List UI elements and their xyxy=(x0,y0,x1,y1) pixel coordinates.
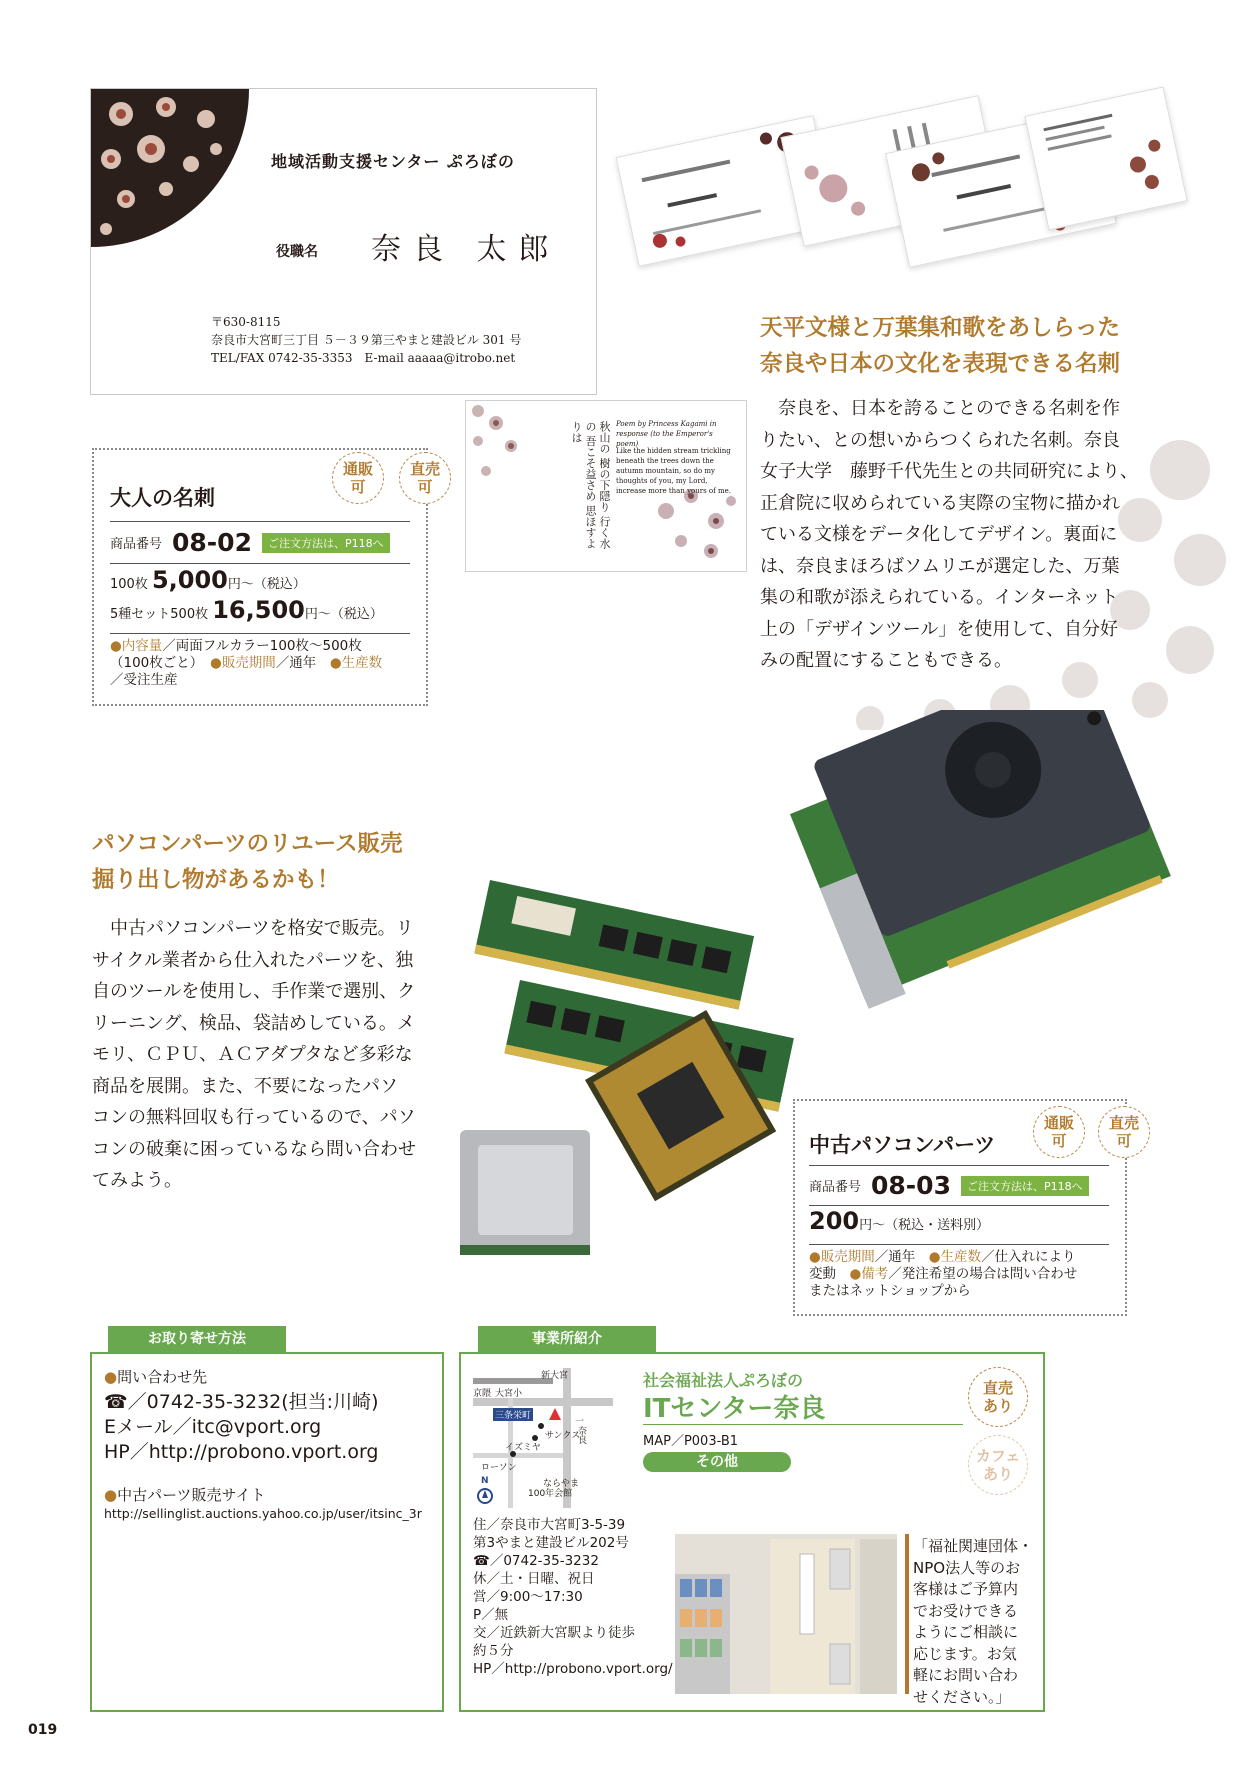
badge-cafe xyxy=(968,1435,1028,1495)
message-line: せください。」 xyxy=(913,1687,1011,1706)
spec-value: （100枚ごと） xyxy=(110,655,197,671)
badge-mail-order xyxy=(332,452,384,504)
map-label: 三条栄町 xyxy=(493,1408,533,1421)
detail-line: 住／奈良市大宮町3-5-39 xyxy=(473,1517,626,1533)
office-intro-box xyxy=(459,1352,1045,1712)
price-row xyxy=(809,1207,989,1235)
product-number: 08-02 xyxy=(172,528,252,557)
detail-line: ☎／0742-35-3232 xyxy=(473,1553,599,1569)
badge-direct-sale xyxy=(1098,1106,1150,1158)
spec-value: またはネットショップから xyxy=(809,1283,971,1299)
spec-key: 内容量 xyxy=(121,638,163,654)
body-line: モリ、ＣＰＵ、ＡＣアダプタなど多彩な xyxy=(92,1044,413,1065)
spec-key: 販売期間 xyxy=(820,1249,875,1265)
spec-key: 販売期間 xyxy=(221,655,276,671)
product-number-label: 商品番号 xyxy=(110,537,163,552)
card-contact: TEL/FAX 0742-35-3353 E-mail aaaaa@itrobo.net xyxy=(211,351,516,365)
spec-value: ／両面フルカラー100枚〜500枚 xyxy=(162,638,362,654)
detail-line: 営／9:00〜17:30 xyxy=(473,1589,583,1605)
badge-line: あり xyxy=(982,1465,1013,1483)
contact-heading: ●問い合わせ先 xyxy=(104,1368,208,1386)
price-value: 16,500 xyxy=(212,596,305,624)
badge-line: カフェ xyxy=(975,1447,1021,1465)
divider xyxy=(809,1165,1109,1166)
office-org-small: 社会福祉法人ぷろぼの xyxy=(643,1371,804,1390)
heading-line: パソコンパーツのリユース販売 xyxy=(92,831,403,857)
shop-site-heading-text: 中古パーツ販売サイト xyxy=(117,1486,266,1504)
body-line: 自のツールを使用し、手作業で選別、ク xyxy=(92,981,416,1002)
badge-line: 可 xyxy=(1051,1132,1067,1150)
divider xyxy=(110,521,410,522)
body-line: てみよう。 xyxy=(92,1170,182,1191)
card-organization: 地域活動支援センター ぷろぼの xyxy=(271,152,515,171)
card-postal: 〒630-8115 xyxy=(211,315,281,329)
card-street: 奈良市大宮町三丁目 ５－３９第三やまと建設ビル 301 号 xyxy=(211,333,522,347)
category-badge: その他 xyxy=(643,1452,791,1472)
badge-line: 可 xyxy=(1116,1132,1132,1150)
map-label: N xyxy=(481,1476,489,1486)
card-role: 役職名 xyxy=(276,244,318,260)
map-reference: MAP／P003-B1 xyxy=(643,1434,739,1449)
body-line: は、奈良まほろばソムリエが選定した、万葉 xyxy=(760,555,1120,577)
order-method-tab: お取り寄せ方法 xyxy=(108,1326,286,1353)
product-number-label: 商品番号 xyxy=(809,1180,862,1195)
order-info-link[interactable]: ご注文方法は、P118へ xyxy=(961,1176,1089,1196)
badge-line: あり xyxy=(982,1397,1013,1415)
shop-site-url[interactable]: http://sellinglist.auctions.yahoo.co.jp/user/itsinc_3r xyxy=(104,1506,422,1521)
poem-english-title: Poem by Princess Kagami in response (to the Emperor's poem) xyxy=(616,420,717,448)
product-number-row xyxy=(110,528,390,557)
price-row-1 xyxy=(110,566,306,594)
body-line: コンの破棄に困っているなら問い合わせ xyxy=(92,1138,416,1160)
message-line: NPO法人等のお xyxy=(913,1558,1021,1577)
price-value: 200 xyxy=(809,1207,860,1235)
price-suffix: 円〜（税込・送料別） xyxy=(859,1218,990,1233)
spec-value: 変動 xyxy=(809,1266,836,1282)
product-spec: ●内容量／両面フルカラー100枚〜500枚 （100枚ごと） ●販売期間／通年 ●生産数 ／受注生産 xyxy=(110,638,383,688)
detail-line[interactable]: HP／http://probono.vport.org/ xyxy=(473,1661,673,1677)
map-label: 100年会館 xyxy=(528,1489,573,1499)
body-line: ている文様をデータ化してデザイン。裏面に xyxy=(760,524,1118,545)
price-qty: 100枚 xyxy=(110,577,148,592)
badge-mail-order xyxy=(1033,1106,1085,1158)
badge-direct-sale xyxy=(399,452,451,504)
map-label: 京隈 xyxy=(473,1389,492,1399)
article-body-pcparts xyxy=(92,913,472,1197)
body-line: 商品を展開。また、不要になったパソ xyxy=(92,1075,398,1097)
message-line: でお受けできる xyxy=(913,1601,1019,1620)
map-label: イズミヤ xyxy=(505,1443,541,1453)
body-line: 集の和歌が添えられている。インターネット xyxy=(760,587,1119,608)
body-line: コンの無料回収も行っているので、パソ xyxy=(92,1107,416,1128)
divider xyxy=(809,1244,1109,1245)
quote-bar xyxy=(905,1534,909,1694)
heading-line: 奈良や日本の文化を表現できる名刺 xyxy=(760,351,1121,377)
contact-heading-text: 問い合わせ先 xyxy=(117,1368,208,1386)
divider xyxy=(643,1424,963,1425)
detail-line: 交／近鉄新大宮駅より徒歩 xyxy=(473,1625,635,1641)
office-org-name: ITセンター奈良 xyxy=(643,1394,826,1424)
detail-line: 第3やまと建設ビル202号 xyxy=(473,1535,629,1551)
spec-key: 生産数 xyxy=(341,655,383,671)
card-address xyxy=(211,313,521,367)
message-line: 客様はご予算内 xyxy=(913,1580,1019,1598)
office-intro-tab: 事業所紹介 xyxy=(478,1326,656,1353)
spec-value: ／通年 xyxy=(275,655,317,671)
office-photo xyxy=(675,1534,897,1694)
divider xyxy=(110,633,410,634)
poem-english-body: Like the hidden stream trickling beneath the trees down the autumn mountain, so do my thoughts of you, my Lord, increase more than yours of me. xyxy=(616,447,731,495)
poem-card xyxy=(465,400,747,572)
badge-line: 通販 xyxy=(342,460,373,478)
divider xyxy=(110,563,410,564)
product-title: 大人の名刺 xyxy=(110,486,215,510)
article-body-meishi xyxy=(760,393,1160,677)
article-heading-pcparts xyxy=(92,826,403,898)
business-card-sample xyxy=(90,88,597,395)
body-line: 女子大学 藤野千代先生との共同研究により、 xyxy=(760,461,1138,482)
article-heading-meishi xyxy=(760,310,1120,382)
order-method-box xyxy=(90,1352,444,1712)
detail-line: 休／土・日曜、祝日 xyxy=(473,1571,595,1587)
office-details xyxy=(473,1516,673,1678)
heading-line: 天平文様と万葉集和歌をあしらった xyxy=(760,315,1121,341)
map-label: 大宮小 xyxy=(495,1389,523,1399)
body-line: 奈良を、日本を誇ることのできる名刺を作 xyxy=(778,398,1120,419)
divider xyxy=(809,1205,1109,1206)
price-value: 5,000 xyxy=(151,566,228,594)
contact-tel: ☎／0742-35-3232(担当:川崎) xyxy=(104,1391,379,1413)
badge-line: 可 xyxy=(417,478,433,496)
access-map xyxy=(473,1368,613,1508)
message-line: 応じます。お気 xyxy=(913,1644,1017,1663)
spec-value: ／仕入れにより xyxy=(981,1249,1076,1265)
body-line: リーニング、検品、袋詰めしている。メ xyxy=(92,1012,415,1034)
body-line: サイクル業者から仕入れたパーツを、独 xyxy=(92,949,414,971)
card-variations-photo xyxy=(620,95,1165,275)
message-line: 軽にお問い合わ xyxy=(913,1666,1019,1684)
order-info-link[interactable]: ご注文方法は、P118へ xyxy=(262,533,390,553)
contact-email[interactable]: Eメール／itc@vport.org xyxy=(104,1416,322,1438)
spec-key: 備考 xyxy=(861,1266,889,1282)
shop-site-heading: ●中古パーツ販売サイト xyxy=(104,1486,266,1504)
body-line: 中古パソコンパーツを格安で販売。リ xyxy=(110,918,414,939)
badge-line: 直売 xyxy=(982,1379,1013,1397)
badge-line: 直売 xyxy=(409,460,440,478)
contact-details xyxy=(104,1390,379,1465)
body-line: りたい、との想いからつくられた名刺。奈良 xyxy=(760,429,1120,451)
page-number: 019 xyxy=(28,1722,58,1738)
badge-line: 直売 xyxy=(1108,1114,1139,1132)
map-label: 奈良 xyxy=(576,1426,586,1444)
price-suffix: 円〜（税込） xyxy=(304,607,383,622)
price-qty: 5種セット500枚 xyxy=(110,607,209,622)
badge-line: 通販 xyxy=(1043,1114,1074,1132)
poem-japanese: 秋山の 樹の下隠り 行く水の 吾こそ益さめ 思ほすよりは xyxy=(570,421,611,549)
map-label: サンクス xyxy=(545,1431,581,1441)
map-label: 新大宮 xyxy=(541,1371,569,1381)
office-message xyxy=(913,1536,1033,1708)
map-label: 一 xyxy=(575,1417,585,1427)
badge-direct-sale xyxy=(968,1367,1028,1427)
body-line: みの配置にすることもできる。 xyxy=(760,650,1012,671)
badge-line: 可 xyxy=(350,478,366,496)
message-line: ようにご相談に xyxy=(913,1623,1019,1641)
floral-pattern-icon xyxy=(91,89,251,249)
contact-homepage[interactable]: HP／http://probono.vport.org xyxy=(104,1441,379,1463)
price-row-2 xyxy=(110,596,383,624)
product-title: 中古パソコンパーツ xyxy=(809,1133,996,1157)
body-line: 上の「デザインツール」を使用して、自分好 xyxy=(760,618,1119,640)
card-person-name: 奈良 太郎 xyxy=(371,232,561,267)
detail-line: P／無 xyxy=(473,1607,509,1623)
map-label: ならやま xyxy=(543,1479,580,1489)
spec-key: 生産数 xyxy=(940,1249,982,1265)
spec-value: ／通年 xyxy=(874,1249,916,1265)
product-number-row xyxy=(809,1171,1089,1200)
product-number: 08-03 xyxy=(871,1171,951,1200)
detail-line: 約５分 xyxy=(473,1643,514,1659)
message-line: 「福祉関連団体・ xyxy=(913,1537,1034,1555)
spec-value: ／発注希望の場合は問い合わせ xyxy=(888,1266,1078,1282)
price-suffix: 円〜（税込） xyxy=(227,577,306,592)
spec-value: ／受注生産 xyxy=(110,672,178,688)
product-spec: ●販売期間／通年 ●生産数／仕入れにより 変動 ●備考／発注希望の場合は問い合わせ またはネットショップから xyxy=(809,1249,1078,1299)
body-line: 正倉院に収められている実際の宝物に描かれ xyxy=(760,492,1120,514)
heading-line: 掘り出し物があるかも！ xyxy=(92,867,340,893)
map-label: ローソン xyxy=(481,1463,517,1473)
